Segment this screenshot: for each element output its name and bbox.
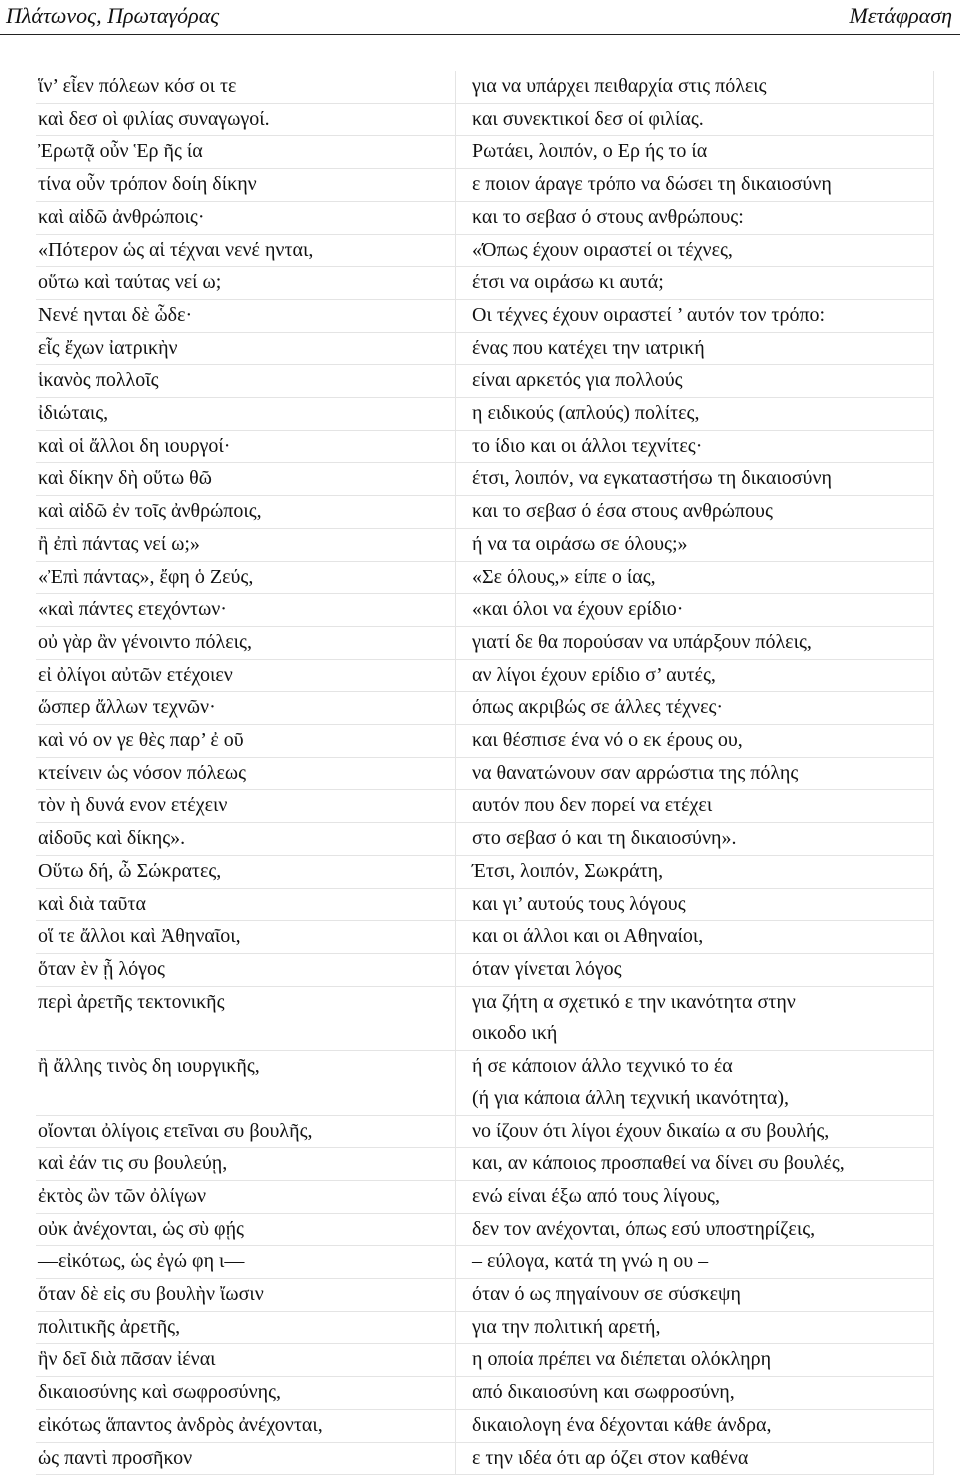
header-divider bbox=[0, 34, 960, 35]
translation-text-cell: για την πολιτική αρετή, bbox=[456, 1312, 934, 1345]
translation-text-cell: ένας που κατέχει την ιατρική bbox=[456, 333, 934, 366]
ancient-text-cell: καὶ αἰδῶ ἀνθρώποις· bbox=[36, 202, 456, 235]
translation-text-cell: η οποία πρέπει να διέπεται ολόκληρη bbox=[456, 1344, 934, 1377]
ancient-text-cell: Οὕτω δή, ὦ Σώκρατες, bbox=[36, 856, 456, 889]
table-row bbox=[36, 758, 934, 791]
ancient-text-cell: οὐκ ἀνέχονται, ὡς σὺ φῄς bbox=[36, 1214, 456, 1247]
table-row bbox=[36, 169, 934, 202]
table-row bbox=[36, 823, 934, 856]
table-row bbox=[36, 333, 934, 366]
ancient-text-cell: καὶ αἰδῶ ἐν τοῖς ἀνθρώποις, bbox=[36, 496, 456, 529]
table-row bbox=[36, 856, 934, 889]
table-row bbox=[36, 1279, 934, 1312]
translation-text-cell: και γι’ αυτούς τους λόγους bbox=[456, 889, 934, 922]
ancient-text-cell: «καὶ πάντες ετεχόντων· bbox=[36, 594, 456, 627]
ancient-text-cell: ὅταν δὲ εἰς συ βουλὴν ἴωσιν bbox=[36, 1279, 456, 1312]
table-row bbox=[36, 235, 934, 268]
translation-text-cell: ε ποιον άραγε τρόπο να δώσει τη δικαιοσύνη bbox=[456, 169, 934, 202]
ancient-text-cell: ὥσπερ ἄλλων τεχνῶν· bbox=[36, 692, 456, 725]
translation-text-cell: από δικαιοσύνη και σωφροσύνη, bbox=[456, 1377, 934, 1410]
translation-text-cell: Έτσι, λοιπόν, Σωκράτη, bbox=[456, 856, 934, 889]
translation-text-cell: και το σεβασ ό έσα στους ανθρώπους bbox=[456, 496, 934, 529]
translation-text-cell: είναι αρκετός για πολλούς bbox=[456, 365, 934, 398]
ancient-text-cell: καὶ διὰ ταῦτα bbox=[36, 889, 456, 922]
ancient-text-cell: ἰδιώταις, bbox=[36, 398, 456, 431]
table-row bbox=[36, 627, 934, 660]
ancient-text-cell: «Πότερον ὡς αἱ τέχναι νενέ ηνται, bbox=[36, 235, 456, 268]
ancient-text-cell: τίνα οὖν τρόπον δοίη δίκην bbox=[36, 169, 456, 202]
translation-text-cell: και συνεκτικοί δεσ οί φιλίας. bbox=[456, 104, 934, 137]
table-row bbox=[36, 660, 934, 693]
table-row bbox=[36, 300, 934, 333]
ancient-text-cell: οὐ γὰρ ἂν γένοιντο πόλεις, bbox=[36, 627, 456, 660]
translation-text-cell: και, αν κάποιος προσπαθεί να δίνει συ βουλές, bbox=[456, 1148, 934, 1181]
ancient-text-cell: εἰ ὀλίγοι αὐτῶν ετέχοιεν bbox=[36, 660, 456, 693]
table-row bbox=[36, 365, 934, 398]
ancient-text-cell: δικαιοσύνης καὶ σωφροσύνης, bbox=[36, 1377, 456, 1410]
table-row bbox=[36, 921, 934, 954]
ancient-text-cell: καὶ δεσ οὶ φιλίας συναγωγοί. bbox=[36, 104, 456, 137]
table-row bbox=[36, 954, 934, 987]
table-row bbox=[36, 1312, 934, 1345]
header-title: Πλάτωνος, Πρωταγόρας bbox=[6, 3, 220, 28]
ancient-text-cell: καὶ ἐάν τις συ βουλεύῃ, bbox=[36, 1148, 456, 1181]
translation-text-cell: ενώ είναι έξω από τους λίγους, bbox=[456, 1181, 934, 1214]
translation-text-cell: «Σε όλους,» είπε ο ίας, bbox=[456, 562, 934, 595]
table-row bbox=[36, 1181, 934, 1214]
translation-text-cell: και οι άλλοι και οι Αθηναίοι, bbox=[456, 921, 934, 954]
table-row bbox=[36, 71, 934, 104]
ancient-text-cell: καὶ νό ον γε θὲς παρ’ ἐ οῦ bbox=[36, 725, 456, 758]
translation-text-cell: όταν γίνεται λόγος bbox=[456, 954, 934, 987]
ancient-text-cell: «Ἐπὶ πάντας», ἔφη ὁ Ζεύς, bbox=[36, 562, 456, 595]
ancient-text-cell: περὶ ἀρετῆς τεκτονικῆς bbox=[36, 987, 456, 1051]
ancient-text-cell: εἰκότως ἅπαντος ἀνδρὸς ἀνέχονται, bbox=[36, 1410, 456, 1443]
translation-text-cell: για να υπάρχει πειθαρχία στις πόλεις bbox=[456, 71, 934, 104]
ancient-text-cell: ὅταν ὲν ᾖ λόγος bbox=[36, 954, 456, 987]
translation-text-cell: «Όπως έχουν οιραστεί οι τέχνες, bbox=[456, 235, 934, 268]
translation-text-cell: δεν τον ανέχονται, όπως εσύ υποστηρίζεις, bbox=[456, 1214, 934, 1247]
ancient-text-cell: ἐκτὸς ὢν τῶν ὀλίγων bbox=[36, 1181, 456, 1214]
table-row bbox=[36, 202, 934, 235]
table-row bbox=[36, 562, 934, 595]
translation-text-cell: «και όλοι να έχουν ερίδιο· bbox=[456, 594, 934, 627]
translation-text-cell: η ειδικούς (απλούς) πολίτες, bbox=[456, 398, 934, 431]
table-row bbox=[36, 1148, 934, 1181]
ancient-text-cell: ὡς παντὶ προσῆκον bbox=[36, 1443, 456, 1475]
translation-text-cell: γιατί δε θα πορούσαν να υπάρξουν πόλεις, bbox=[456, 627, 934, 660]
translation-text-cell: ε την ιδέα ότι αρ όζει στον καθένα bbox=[456, 1443, 934, 1475]
ancient-text-cell: πολιτικῆς ἀρετῆς, bbox=[36, 1312, 456, 1345]
table-row bbox=[36, 1377, 934, 1410]
ancient-text-cell: οἴονται ὀλίγοις ετεῖναι συ βουλῆς, bbox=[36, 1116, 456, 1149]
translation-text-cell: το ίδιο και οι άλλοι τεχνίτες· bbox=[456, 431, 934, 464]
ancient-text-cell: καὶ οἱ ἄλλοι δη ιουργοί· bbox=[36, 431, 456, 464]
ancient-text-cell: τὸν ὴ δυνά ενον ετέχειν bbox=[36, 790, 456, 823]
table-row bbox=[36, 1214, 934, 1247]
table-row bbox=[36, 987, 934, 1051]
ancient-text-cell: οἵ τε ἄλλοι καὶ Ἀθηναῖοι, bbox=[36, 921, 456, 954]
table-row bbox=[36, 1443, 934, 1475]
ancient-text-cell: Νενέ ηνται δὲ ὧδε· bbox=[36, 300, 456, 333]
table-row bbox=[36, 725, 934, 758]
table-row bbox=[36, 1246, 934, 1279]
ancient-text-cell: εἷς ἔχων ἰατρικὴν bbox=[36, 333, 456, 366]
table-row bbox=[36, 1410, 934, 1443]
ancient-text-cell: οὕτω καὶ ταύτας νεί ω; bbox=[36, 267, 456, 300]
table-row bbox=[36, 496, 934, 529]
translation-text-cell: ή σε κάποιον άλλο τεχνικό το έα (ή για κάποια άλλη τεχνική ικανότητα), bbox=[456, 1051, 934, 1115]
ancient-text-cell: αἰδοῦς καὶ δίκης». bbox=[36, 823, 456, 856]
table-row bbox=[36, 136, 934, 169]
translation-text-cell: όπως ακριβώς σε άλλες τέχνες· bbox=[456, 692, 934, 725]
table-row bbox=[36, 1051, 934, 1115]
translation-text-cell: για ζήτη α σχετικό ε την ικανότητα στην οικοδο ική bbox=[456, 987, 934, 1051]
table-row bbox=[36, 104, 934, 137]
translation-text-cell: αυτόν που δεν πορεί να ετέχει bbox=[456, 790, 934, 823]
table-row bbox=[36, 398, 934, 431]
ancient-text-cell: κτείνειν ὡς νόσον πόλεως bbox=[36, 758, 456, 791]
translation-text-cell: έτσι να οιράσω κι αυτά; bbox=[456, 267, 934, 300]
ancient-text-cell: ἵν’ εἶεν πόλεων κόσ οι τε bbox=[36, 71, 456, 104]
translation-text-cell: να θανατώνουν σαν αρρώστια της πόλης bbox=[456, 758, 934, 791]
translation-text-cell: στο σεβασ ό και τη δικαιοσύνη». bbox=[456, 823, 934, 856]
ancient-text-cell: ἣν δεῖ διὰ πᾶσαν ἰέναι bbox=[36, 1344, 456, 1377]
translation-text-cell: όταν ό ως πηγαίνουν σε σύσκεψη bbox=[456, 1279, 934, 1312]
translation-text-cell: δικαιολογη ένα δέχονται κάθε άνδρα, bbox=[456, 1410, 934, 1443]
table-row bbox=[36, 431, 934, 464]
ancient-text-cell: ἱκανὸς πολλοῖς bbox=[36, 365, 456, 398]
translation-text-cell: έτσι, λοιπόν, να εγκαταστήσω τη δικαιοσύνη bbox=[456, 463, 934, 496]
translation-text-cell: – εύλογα, κατά τη γνώ η ου – bbox=[456, 1246, 934, 1279]
table-row bbox=[36, 463, 934, 496]
translation-text-cell: ή να τα οιράσω σε όλους;» bbox=[456, 529, 934, 562]
table-row bbox=[36, 1116, 934, 1149]
table-row bbox=[36, 267, 934, 300]
translation-text-cell: Ρωτάει, λοιπόν, ο Ερ ής το ία bbox=[456, 136, 934, 169]
translation-text-cell: και θέσπισε ένα νό ο εκ έρους ου, bbox=[456, 725, 934, 758]
header-label: Μετάφραση bbox=[849, 3, 952, 28]
table-row bbox=[36, 790, 934, 823]
page-header bbox=[0, 0, 960, 36]
ancient-text-cell: ἢ ἐπὶ πάντας νεί ω;» bbox=[36, 529, 456, 562]
table-row bbox=[36, 692, 934, 725]
table-row bbox=[36, 529, 934, 562]
table-row bbox=[36, 594, 934, 627]
translation-text-cell: Οι τέχνες έχουν οιραστεί ’ αυτόν τον τρόπο: bbox=[456, 300, 934, 333]
translation-text-cell: αν λίγοι έχουν ερίδιο σ’ αυτές, bbox=[456, 660, 934, 693]
table-row bbox=[36, 1344, 934, 1377]
ancient-text-cell: καὶ δίκην δὴ οὕτω θῶ bbox=[36, 463, 456, 496]
translation-text-cell: νο ίζουν ότι λίγοι έχουν δικαίω α συ βουλής, bbox=[456, 1116, 934, 1149]
ancient-text-cell: Ἐρωτᾷ οὖν Ἑρ ῆς ία bbox=[36, 136, 456, 169]
table-row bbox=[36, 889, 934, 922]
ancient-text-cell: ἢ ἄλλης τινὸς δη ιουργικῆς, bbox=[36, 1051, 456, 1115]
translation-table bbox=[36, 71, 934, 1475]
ancient-text-cell: —εἰκότως, ὡς ἐγώ φη ι— bbox=[36, 1246, 456, 1279]
translation-text-cell: και το σεβασ ό στους ανθρώπους: bbox=[456, 202, 934, 235]
